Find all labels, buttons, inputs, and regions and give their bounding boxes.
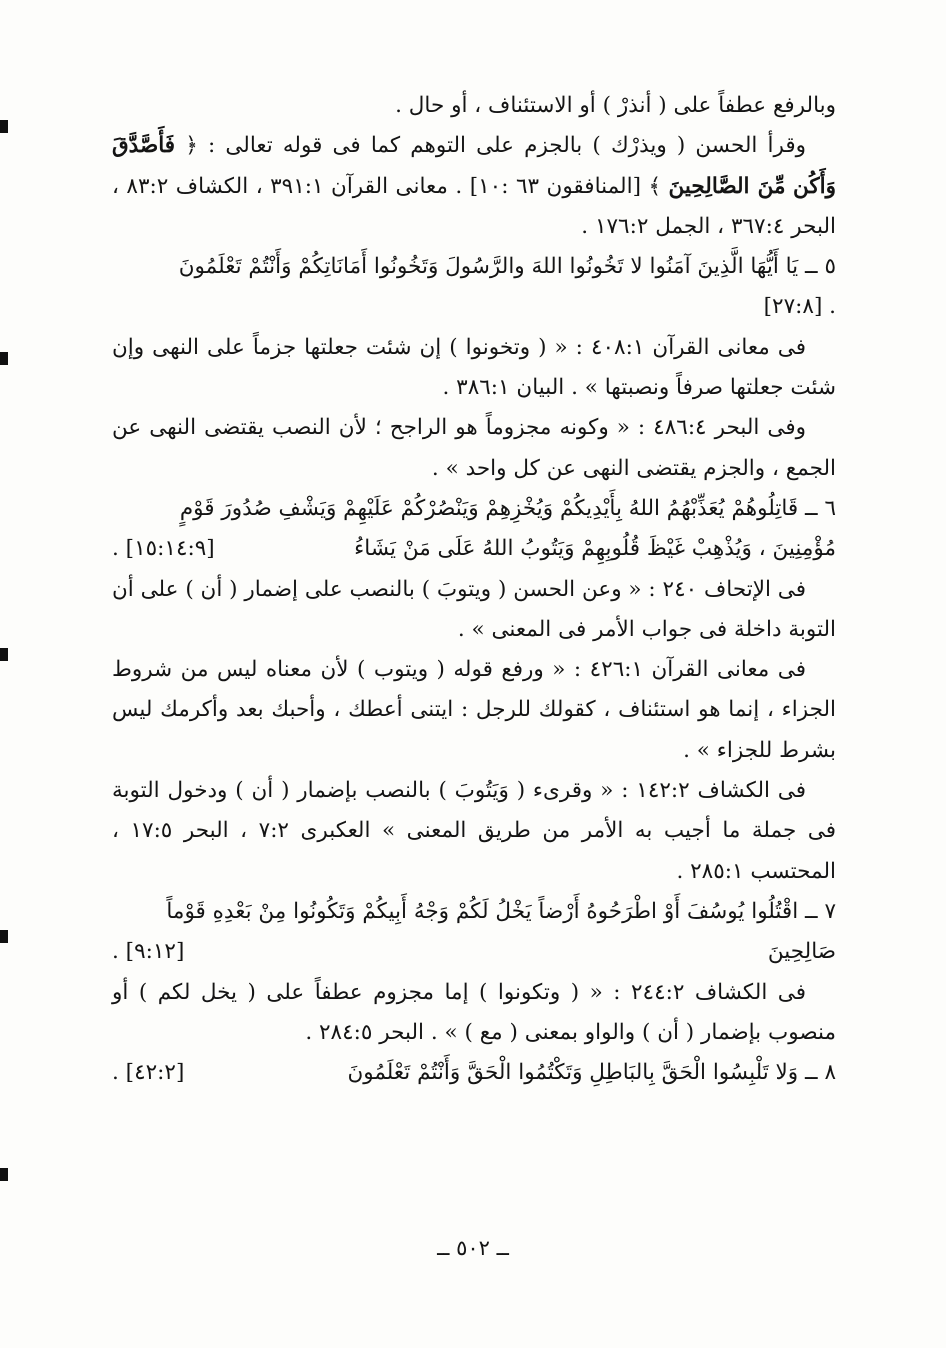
verse-ref: [٩:١٢] . [112, 939, 185, 965]
margin-mark [0, 648, 8, 661]
verse-7 [112, 892, 836, 932]
paragraph-text: فى الكشاف ٢٤٤:٢ : « ( وتكونوا ) إما مجزوم عطفاً على ( يخل لكم ) أو منصوب بإضمار ( أن ) والواو بمعنى ( مع ) » . البحر ٢٨٤:٥ . [112, 979, 836, 1045]
line-text: وقرأ الحسن ( ويذرْك ) بالجزم على التوهم كما فى قوله تعالى : ﴿ [185, 133, 806, 159]
paragraph-text: وفى البحر ٤٨٦:٤ : « وكونه مجزوماً هو الراجح ؛ لأن النصب يقتضى النهى عن الجمع ، والجزم يقتضى النهى عن كل واحد » . [112, 415, 836, 481]
quran-quote: فَأَصَّدَّقَ وَأَكُن [112, 133, 837, 199]
margin-mark [0, 352, 8, 365]
paragraph-text: فى الإتحاف ٢٤٠ : « وعن الحسن ( ويتوبَ ) بالنصب على إضمار ( أن ) على أن التوبة داخلة فى جواب الأمر فى المعنى » . [112, 576, 836, 642]
verse-ref: [١٥:١٤:٩] . [112, 536, 215, 562]
text-paragraph [112, 570, 836, 651]
paragraph-text: فى معانى القرآن ٤٢٦:١ : « ورفع قوله ( ويتوب ) لأن معناه ليس من شروط الجزاء ، إنما هو استئناف ، كقولك للرجل : ايتنى أعطك ، وأحبك بعد وأكرمك ليس بشرط للجزاء » . [112, 657, 836, 763]
verse-text: ٦ ــ قَاتِلُوهُمْ يُعَذِّبْهُمُ اللهُ بِأَيْدِيكُمْ وَيُخْزِهِمْ وَيَنْصُرْكُمْ عَلَيْهِمْ وَيَشْفِ صُدُورَ قَوْمٍ [179, 495, 836, 521]
verse-ref: . [٢٧:٨] [763, 294, 836, 320]
margin-mark [0, 1168, 8, 1181]
paragraph-text: فى الكشاف ١٤٢:٢ : « وقرىء ( وَيَتُوبَ ) بالنصب بإضمار ( أن ) ودخول التوبة فى جملة ما أجيب به الأمر من طريق المعنى » العكبرى ٧:٢ ، البحر ١٧:٥ ، المحتسب ٢٨٥:١ . [112, 778, 836, 884]
text-paragraph [112, 650, 836, 771]
verse-text: صَالِحِينَ [767, 939, 836, 965]
margin-mark [0, 120, 8, 133]
page-body [112, 86, 836, 1093]
line-text: ٣٦٧:٤ ، الجمل ١٧٦:٢ . [581, 213, 785, 239]
verse-6 [112, 489, 836, 529]
text-line [112, 86, 836, 126]
text-paragraph [112, 973, 836, 1054]
verse-6-cont [112, 529, 836, 569]
text-paragraph [112, 328, 836, 409]
verse-ref-line [112, 287, 836, 327]
verse-5 [112, 247, 836, 287]
verse-text: ٥ ــ يَا أَيُّهَا الَّذِينَ آمَنُوا لا تَخُونُوا اللهَ والرَّسُولَ وَتَخُونُوا أَمَانَاتِكُمْ وَأَنْتُمْ تَعْلَمُونَ [178, 254, 836, 280]
verse-8 [112, 1053, 836, 1093]
verse-text: ٨ ــ وَلا تَلْبِسُوا الْحَقَّ بِالبَاطِلِ وَتَكْتُمُوا الْحَقَّ وَأَنْتُمْ تَعْلَمُونَ [347, 1060, 836, 1086]
text-paragraph [112, 408, 836, 489]
page-number: ــ ٥٠٢ ــ [437, 1236, 509, 1260]
verse-ref: [٤٢:٢] . [112, 1060, 185, 1086]
text-paragraph [112, 126, 836, 247]
quran-quote: مِّنَ الصَّالِحِينَ [668, 173, 786, 199]
verse-7-cont [112, 932, 836, 972]
line-text: ﴾ [المنافقون ٦٣ :١٠] . معانى القرآن ٣٩١:١ ، الكشاف ٨٣:٢ ، البحر [112, 173, 836, 239]
margin-mark [0, 930, 8, 943]
text-paragraph [112, 771, 836, 892]
line-text: وبالرفع عطفاً على ( أنذرْ ) أو الاستئناف ، أو حال . [395, 93, 836, 118]
paragraph-text: فى معانى القرآن ٤٠٨:١ : « ( وتخونوا ) إن شئت جعلتها جزماً على النهى وإن شئت جعلتها صرفاً ونصبتها » . البيان ٣٨٦:١ . [112, 334, 836, 401]
verse-text: مُؤْمِنِينَ ، وَيُذْهِبْ غَيْظَ قُلُوبِهِمْ وَيَتُوبُ اللهُ عَلَى مَنْ يَشَاءُ [354, 536, 836, 562]
verse-text: ٧ ــ اقْتُلُوا يُوسُفَ أَوْ اطْرَحُوهُ أَرْضاً يَخْلُ لَكُمْ وَجْهُ أَبِيكُمْ وَتَكُونُوا مِنْ بَعْدِهِ قَوْماً [166, 898, 836, 924]
